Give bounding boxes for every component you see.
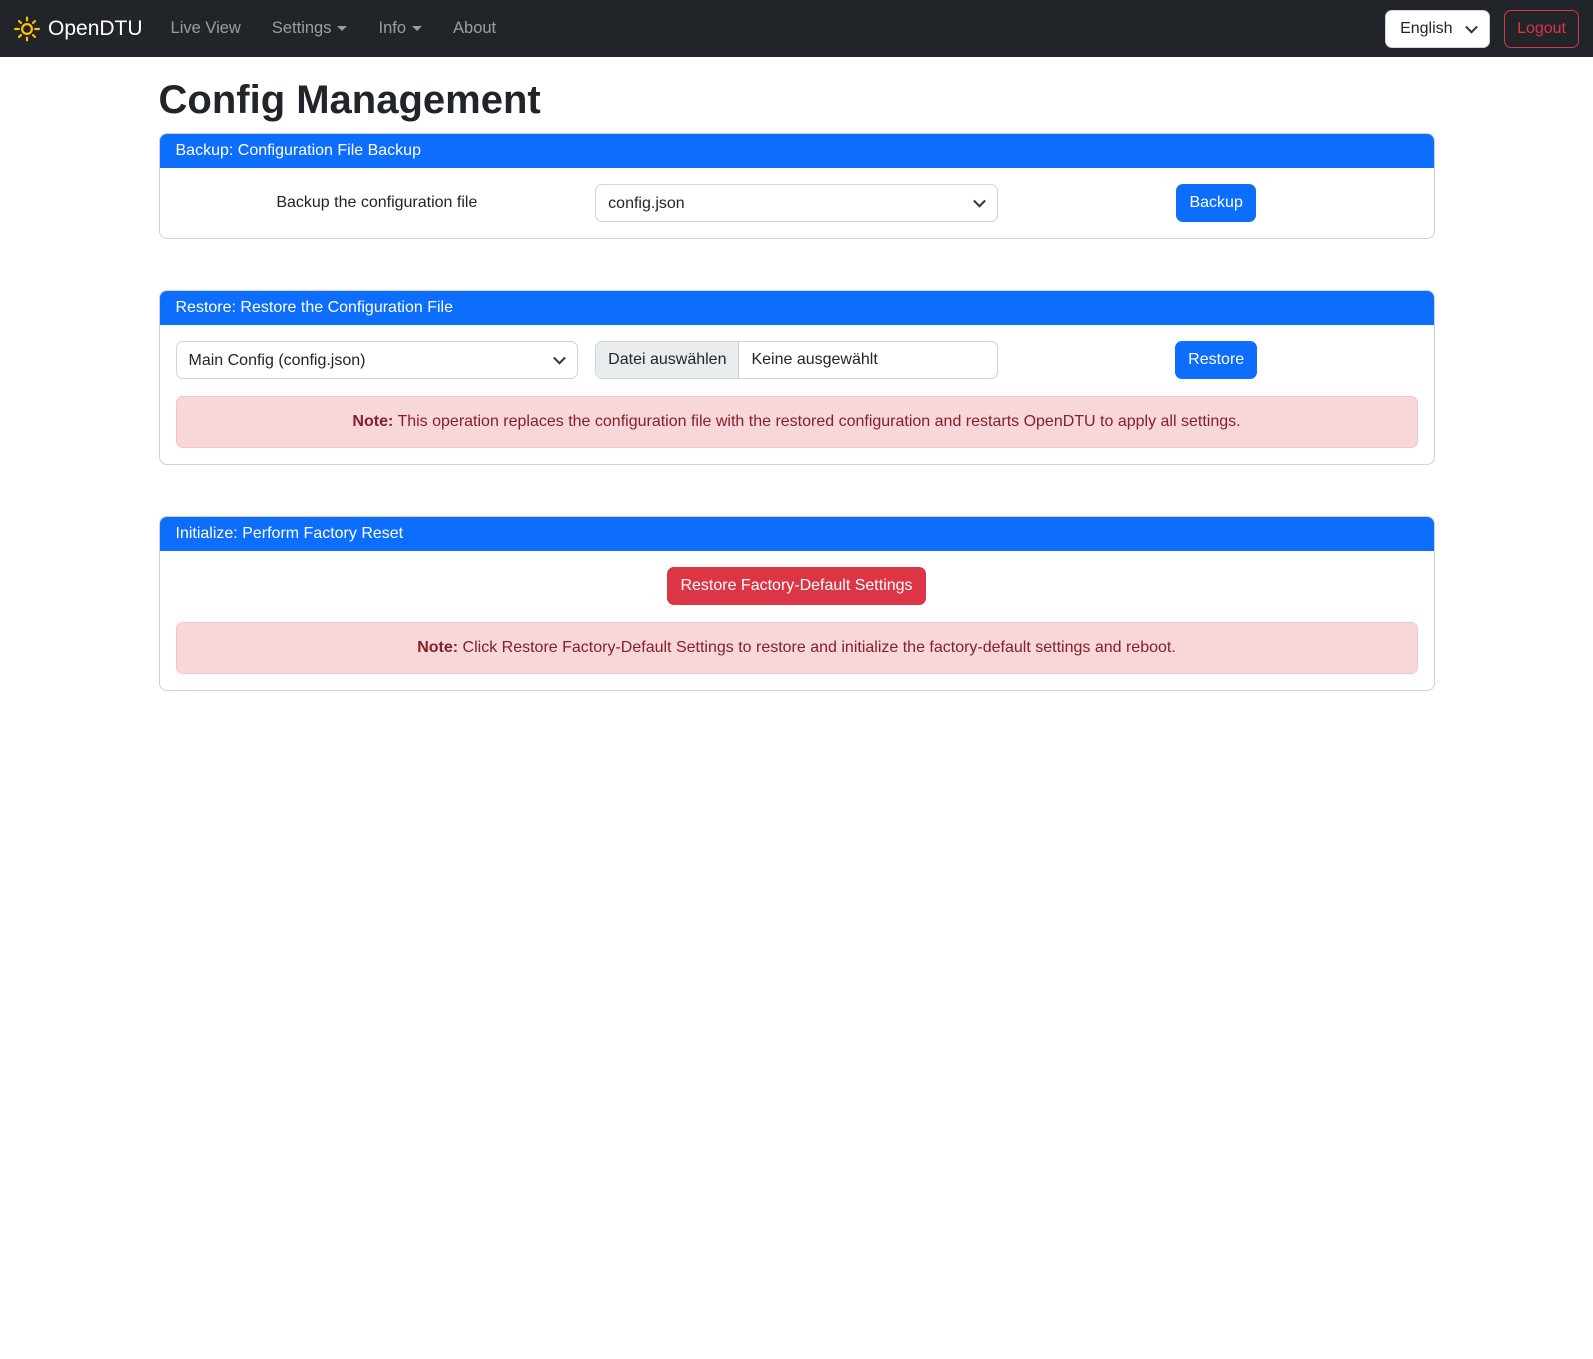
- restore-config-select-wrap: [176, 341, 579, 379]
- nav-item-info[interactable]: [370, 11, 430, 46]
- nav-item-live-view-label: Live View: [170, 19, 241, 37]
- note-prefix: Note:: [352, 413, 394, 430]
- restore-button[interactable]: Restore: [1175, 341, 1257, 379]
- nav-item-settings[interactable]: [264, 11, 356, 46]
- note-text: This operation replaces the configuration file with the restored configuration and restarts OpenDTU to apply all settings.: [397, 413, 1241, 430]
- note-text: Click Restore Factory-Default Settings to restore and initialize the factory-default settings and reboot.: [462, 639, 1176, 656]
- nav-links: [163, 11, 1386, 46]
- sun-icon: [14, 16, 40, 42]
- restore-config-select[interactable]: [176, 341, 579, 379]
- restore-card: [159, 290, 1435, 465]
- brand-link[interactable]: [14, 16, 143, 42]
- page-title: Config Management: [158, 78, 541, 122]
- backup-card-body: [160, 168, 1434, 238]
- brand-label: OpenDTU: [48, 16, 143, 40]
- chevron-down-icon: [337, 26, 347, 31]
- nav-item-about[interactable]: [445, 11, 504, 46]
- restore-file-input[interactable]: [595, 341, 998, 379]
- backup-file-select-wrap: [595, 184, 998, 222]
- factory-reset-card-body: [160, 551, 1434, 690]
- main-container: [147, 78, 1447, 691]
- chevron-down-icon: [412, 26, 422, 31]
- top-navbar: [0, 0, 1593, 57]
- restore-card-body: [160, 325, 1434, 464]
- nav-item-about-label: About: [453, 19, 497, 37]
- factory-reset-card: [159, 516, 1435, 691]
- note-prefix: Note:: [417, 639, 459, 656]
- language-select[interactable]: [1385, 10, 1490, 48]
- factory-reset-card-header: Initialize: Perform Factory Reset: [160, 517, 1434, 551]
- navbar-right: [1385, 10, 1579, 48]
- backup-file-label: Backup the configuration file: [276, 194, 478, 211]
- backup-card-header: Backup: Configuration File Backup: [160, 134, 1434, 168]
- backup-button[interactable]: Backup: [1176, 184, 1255, 222]
- nav-item-settings-label: Settings: [271, 19, 332, 37]
- nav-item-live-view[interactable]: [163, 11, 249, 46]
- file-chosen-status: Keine ausgewählt: [751, 351, 878, 368]
- factory-reset-button[interactable]: Restore Factory-Default Settings: [667, 567, 925, 605]
- restore-card-header: Restore: Restore the Configuration File: [160, 291, 1434, 325]
- restore-note-alert: [176, 396, 1418, 448]
- logout-button[interactable]: Logout: [1504, 10, 1579, 48]
- file-choose-button[interactable]: Datei auswählen: [596, 342, 739, 378]
- backup-file-select[interactable]: [595, 184, 998, 222]
- language-select-wrap: [1385, 10, 1490, 48]
- nav-item-info-label: Info: [378, 19, 407, 37]
- factory-reset-note-alert: [176, 622, 1418, 674]
- backup-card: [159, 133, 1435, 239]
